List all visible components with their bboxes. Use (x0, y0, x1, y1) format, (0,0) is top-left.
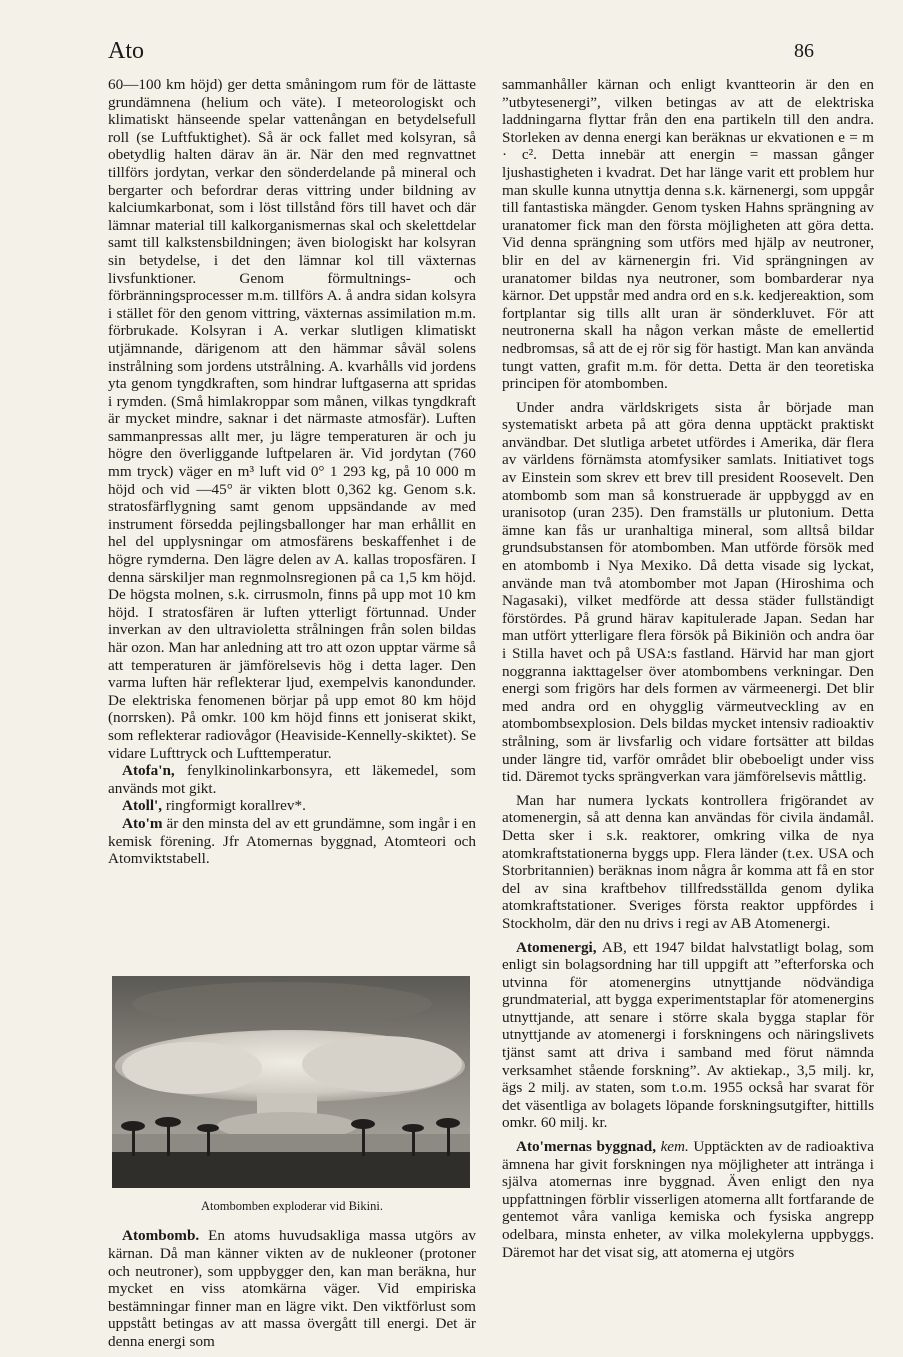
photo-illustration (112, 976, 470, 1188)
entry-atomernas-byggnad (502, 1138, 874, 1261)
entry-text: är den minsta del av ett grundämne, som ingår i en kemisk förening. Jfr Atomernas byggnad, Atomteori och Atomviktstabell. (108, 814, 476, 868)
entry-headword: Atomenergi, (516, 938, 597, 956)
page-number: 86 (794, 40, 814, 62)
paragraph-atombomb-continued: sammanhåller kärnan och enligt kvantteorin är den en ”utbytesenergi”, vilken betingas av att de elektriska laddningarna flyttar från den ena partikeln till den andra. Storleken av denna energi kan beräknas ur ekvationen e = m · c². Detta innebär att energin = massan gånger ljushastigheten i kvadrat. Det har länge varit ett problem hur man skulle kunna utnyttja denna s.k. kärnenergi, som uppgår till fantastiska mängder. Genom tysken Hahns sprängning av uranatomer fick man den första möjligheten att göra detta. Vid denna sprängning som utförs med hjälp av neutroner, blir en del av kärnenergin fri. Vid sprängningen av uranatomer bildas nya neutroner, som bombarderar nya kärnor. Det uppstår med andra ord en s.k. kedjereaktion, som fortplantar sig tills allt uran är sönderkluvet. För att neutronerna skall ha någon verkan måste de emellertid nedbromsas, så att de ej rör sig för hastigt. Man kan använda tungt vatten, grafit m.m. för detta. Detta är den teoretiska principen för atombomben. (502, 76, 874, 393)
entry-headword: Atoll', (122, 797, 163, 815)
entry-text: AB, ett 1947 bildat halvstatligt bolag, som enligt sin bolagsordning har till uppgift att ”efterforska och utvinna för atomenergins utnyttjande nödvändiga grundmaterial, att bygga experimentstaplar för atomenergins utnyttjande, att senare i större skala bygga staplar för utnyttjande av atomenergi i forskningens och näringslivets tjänst samt att driva i samband med förut nämnda verksamhet stående forskning”. Av aktiekap., 3,5 milj. kr, ägs 2 milj. av staten, som t.o.m. 1955 också har svarat för det väsentliga av bolagets löpande forskningsutgifter, hittills omkr. 60 milj. kr. (502, 938, 874, 1132)
entry-text: Upptäckten av de radioaktiva ämnena har givit forskningen nya möjligheter att intränga i själva atomernas inre byggnad. Även enligt den nya uppfattningen förblir visserligen atomerna allt fortfarande de gentemot våra vanliga kemiska och fysiska angrepp odelbara, minsta enheter, av vilka molekylerna uppbyggs. Däremot har det visat sig, att atomerna ej utgörs (502, 1138, 875, 1261)
entry-text: ringformigt korallrev*. (162, 797, 306, 815)
entry-headword: Ato'm (122, 814, 163, 832)
photo-caption: Atombomben exploderar vid Bikini. (201, 1198, 383, 1213)
entry-headword: Atombomb. (122, 1227, 200, 1245)
paragraph-atmosphere: 60—100 km höjd) ger detta småningom rum för de lättaste grundämnena (helium och väte). I meteorologiskt och klimatiskt hänseende spelar vattenångan en betydelsefull roll (se Luftfuktighet). Så är ock fallet med kolsyran, så obetydlig halten därav än är. När den med regnvattnet tillförs jordytan, verkar den sönderdelande på mineral och bergarter och befordrar deras vittring under bildning av kalciumkarbonat, som i löst tillstånd förs till havet och där lämnar material till kalkorganismernas skal och skelettdelar samt till kalkstensbildningen; även biologiskt har kolsyran sin betydelse, i det den lämnar kol till växternas livsfunktioner. Genom förmultnings- och förbränningsprocesser m.m. tillförs A. å andra sidan kolsyra i stället för den genom vittring, växternas assimilation m.m. förbrukade. Kolsyran i A. verkar slutligen klimatiskt utjämnande, därigenom att den hämmar såväl solens instrålning som jordens utstrålning. A. kvarhålls vid jordens yta genom tyngdkraften, som hindrar luftgaserna att spridas i rymden. (Små himlakroppar som månen, vilkas tyngdkraft är mycket mindre, saknar i det närmaste atmosfär). Luften sammanpressas allt mer, ju lägre temperaturen är och ju högre den överliggande luftpelaren är. Vid jordytan (760 mm tryck) väger en m³ luft vid 0° 1 293 kg, på 10 000 m höjd och vid —45° är vikten blott 0,362 kg. Genom s.k. stratosfärflygning samt genom uppsändande av med instrument försedda pejlingsballonger har man erhållit en hel del upplysningar om atmosfärens beskaffenhet i de högre rymderna. Den lägre delen av A. kallas troposfären. I denna särskiljer man regnmolnsregionen på ca 1,5 km höjd. De högsta molnen, s.k. cirrusmoln, finns på upp mot 10 km höjd. I stratosfären är luften ytterligt förtunnad. Under inverkan av den ultravioletta strålningen från solen bildas här ozon. Man har anledning att tro att ozon upptar värme så att temperaturen är jämförelsevis hög i detta lager. Den varma luften här reflekterar ljud, exempelvis kanondunder. De elektriska fenomenen börjar på upp emot 80 km höjd (norrsken). På omkr. 100 km höjd finns ett joniserat skikt, som reflekterar radiovågor (Heaviside-Kennelly-skiktet). Se vidare Lufttryck och Lufttemperatur. (108, 76, 476, 762)
entry-text: fenylkinolinkarbonsyra, ett läkemedel, som används mot gikt. (108, 762, 476, 797)
entry-atomenergi (502, 939, 874, 1133)
guide-word: Ato (108, 38, 144, 64)
entry-atofan (108, 762, 476, 797)
bikini-explosion-photo (112, 976, 470, 1188)
entry-text: En atoms huvudsakliga massa utgörs av kärnan. Då man känner vikten av de nukleoner (protoner och neutroner), som uppbygger den, kan man beräkna, hur mycket en viss atomkärna väger. Vid empiriska bestämningar finner man en lägre vikt. Den viktförlust som uppstått betingas av att massa övergått till energi. Det är denna energi som (108, 1227, 476, 1350)
entry-atombomb (108, 1227, 476, 1350)
entry-headword: Atofa'n, (122, 762, 175, 780)
entry-atom (108, 815, 476, 868)
paragraph-atombomb-history: Under andra världskrigets sista år började man systematiskt arbeta på att göra denna upptäckt praktiskt användbar. Det slutliga arbetet utfördes i Amerika, där flera av världens förnämsta atomfysiker samlats. Initiativet togs av Einstein som skrev ett brev till president Roosevelt. Den atombomb som man så konstruerade är uppbyggd av en uranisotop (uran 235). Den framställs ur plutonium. Detta ämne kan fås ur uranhaltiga mineral, som alltså bildar grundsubstansen för atombomben. Man utförde försök med en atombomb i Nya Mexiko. Då detta visade sig lyckat, använde man två atombomber mot Japan (Hiroshima och Nagasaki), vilket medförde att dessa städer fullständigt förstördes. På grund härav kapitulerade Japan. Sedan har man utfört ytterligare flera försök på Bikiniön och andra öar i Stilla havet och på USA:s fastland. Härvid har man gjort noggranna iakttagelser över atombombens verkningar. Den energi som frigörs har dels formen av värmeenergi. Det blir med andra ord en ohygglig värmeutveckling av en atombombsexplosion. Dels bildas mycket intensiv radioaktiv strålning, som är livsfarlig och vidare fortsätter att bildas under längre tid, varför området blir obeboeligt under viss tid. Däremot tycks sprängverkan vara jämförelsevis måttlig. (502, 398, 874, 786)
entry-atoll (108, 797, 476, 815)
entry-headword: Ato'mernas byggnad, (516, 1138, 656, 1156)
paragraph-atomenergy-civil: Man har numera lyckats kontrollera frigörandet av atomenergin, så att denna kan användas för civila ändamål. Detta sker i s.k. reaktorer, omkring vilka de nya atomkraftstationerna byggs upp. Flera länder (t.ex. USA och Storbritannien) beräknas inom några år komma att få en stor del av sina kraftbehov tillfredsställda genom dylika atomkraftstationer. Sveriges första reaktor uppfördes i Stockholm, där den nu drivs i regi av AB Atomenergi. (502, 791, 874, 932)
entry-subject: kem. (660, 1138, 689, 1156)
right-column (502, 76, 874, 1261)
left-column (108, 76, 476, 1350)
page-header (108, 38, 814, 72)
